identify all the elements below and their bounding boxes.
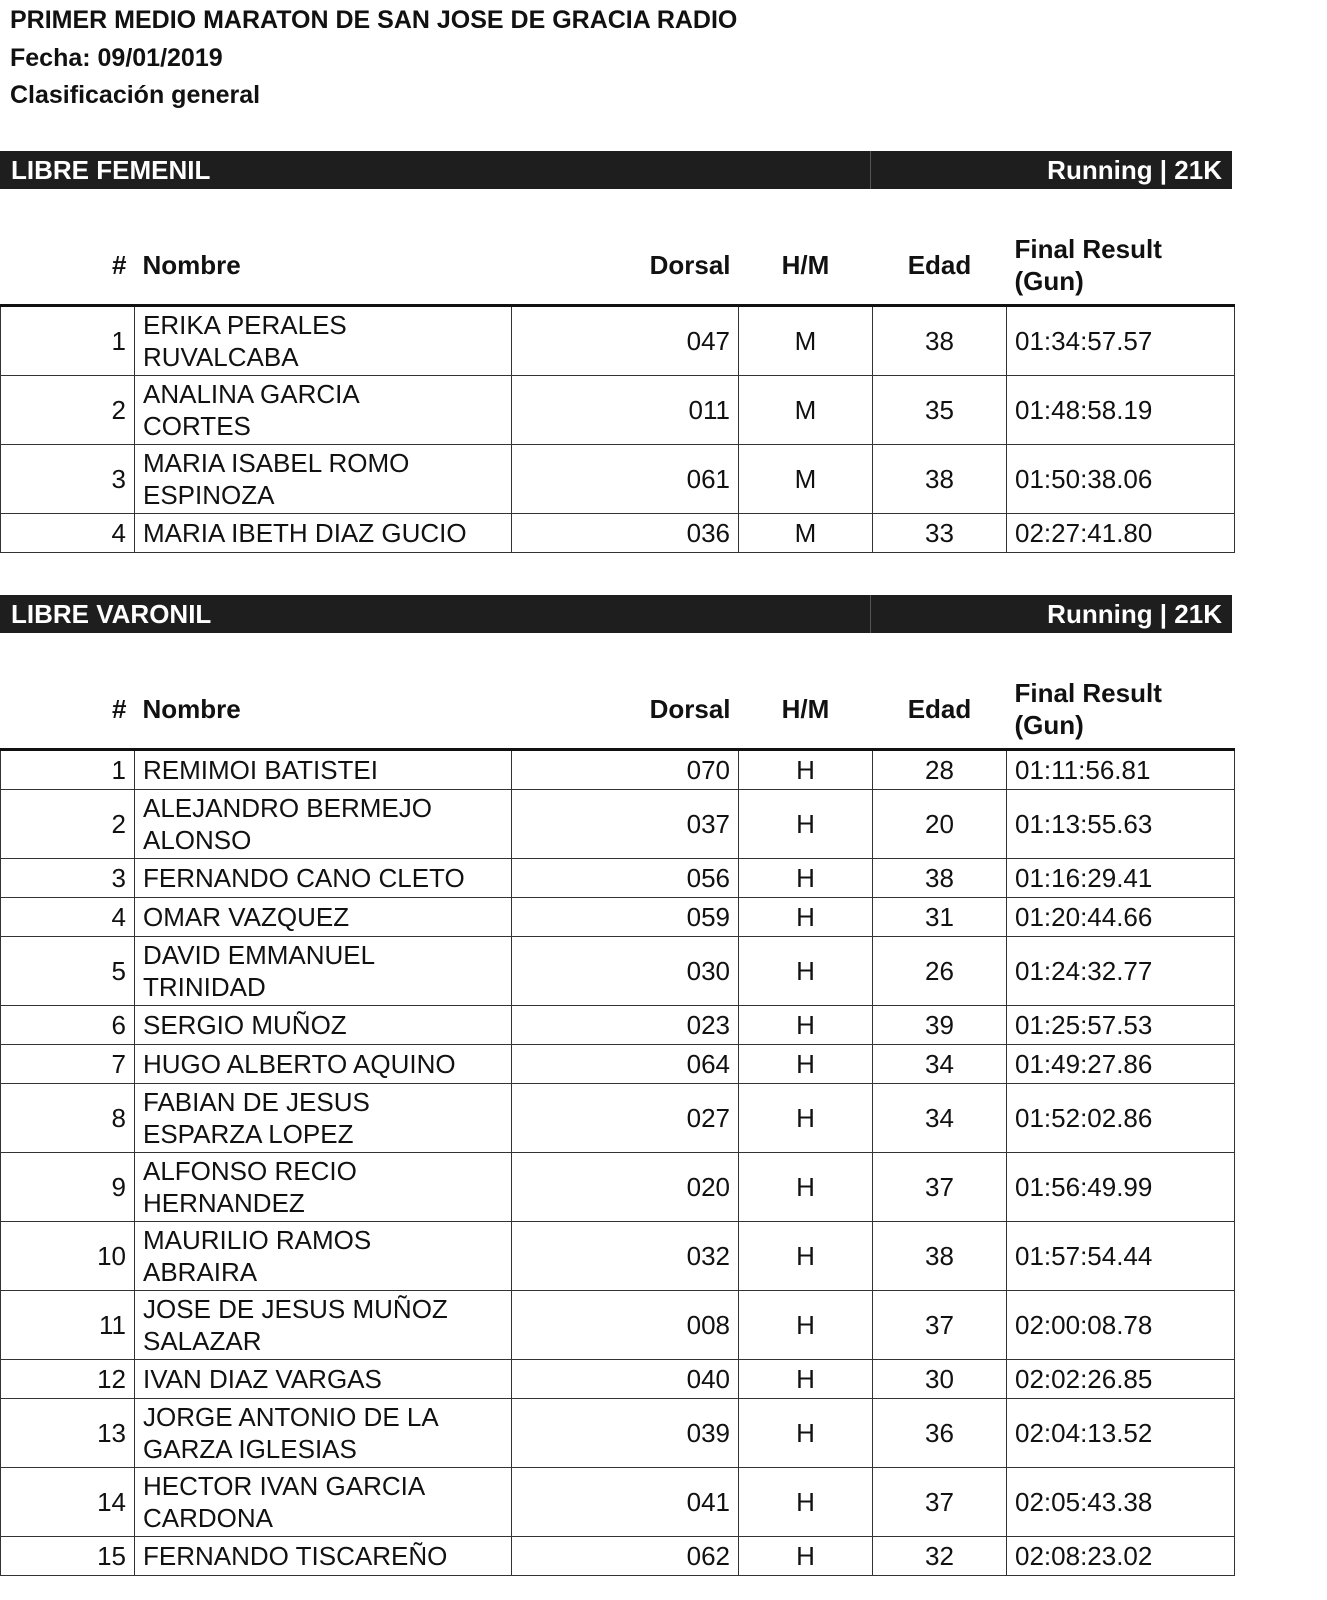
- table-row: [1, 790, 1235, 859]
- col-header-sex: H/M: [739, 670, 873, 750]
- cell-result: 01:56:49.99: [1007, 1153, 1235, 1222]
- table-row: [1, 1153, 1235, 1222]
- cell-age: 38: [873, 445, 1007, 514]
- table-row: [1, 1291, 1235, 1360]
- name-line-2: ESPARZA LOPEZ: [143, 1119, 354, 1149]
- cell-position: 5: [1, 937, 135, 1006]
- cell-age: 31: [873, 898, 1007, 937]
- cell-sex: M: [739, 376, 873, 445]
- table-row: [1, 1537, 1235, 1576]
- name-line-2: ALONSO: [143, 825, 252, 855]
- cell-name: [135, 1222, 512, 1291]
- cell-name: [135, 1006, 512, 1045]
- col-header-result-line1: Final Result: [1014, 234, 1162, 264]
- cell-result: 02:00:08.78: [1007, 1291, 1235, 1360]
- cell-age: 37: [873, 1153, 1007, 1222]
- cell-position: 8: [1, 1084, 135, 1153]
- cell-position: 2: [1, 790, 135, 859]
- cell-name: [135, 1291, 512, 1360]
- table-row: [1, 1222, 1235, 1291]
- name-line-1: OMAR VAZQUEZ: [143, 902, 350, 932]
- name-line-1: HECTOR IVAN GARCIA: [143, 1471, 426, 1501]
- cell-position: 1: [1, 750, 135, 790]
- cell-age: 35: [873, 376, 1007, 445]
- name-line-2: ESPINOZA: [143, 480, 275, 510]
- cell-bib: 039: [512, 1399, 739, 1468]
- cell-result: 01:24:32.77: [1007, 937, 1235, 1006]
- cell-position: 14: [1, 1468, 135, 1537]
- cell-sex: H: [739, 1360, 873, 1399]
- cell-bib: 032: [512, 1222, 739, 1291]
- col-header-pos: #: [1, 226, 135, 306]
- cell-age: 32: [873, 1537, 1007, 1576]
- name-line-2: RUVALCABA: [143, 342, 299, 372]
- name-line-1: FERNANDO TISCAREÑO: [143, 1541, 448, 1571]
- table-row: [1, 1468, 1235, 1537]
- cell-name: [135, 937, 512, 1006]
- col-header-bib: Dorsal: [512, 670, 739, 750]
- name-line-1: MARIA ISABEL ROMO: [143, 448, 410, 478]
- col-header-result: [1007, 670, 1235, 750]
- cell-sex: H: [739, 859, 873, 898]
- cell-sex: H: [739, 1222, 873, 1291]
- name-line-1: MARIA IBETH DIAZ GUCIO: [143, 518, 467, 548]
- col-header-result-line2: (Gun): [1014, 266, 1084, 296]
- cell-bib: 036: [512, 514, 739, 553]
- cell-sex: H: [739, 937, 873, 1006]
- col-header-age: Edad: [873, 226, 1007, 306]
- cell-age: 38: [873, 859, 1007, 898]
- cell-sex: H: [739, 750, 873, 790]
- cell-name: [135, 1084, 512, 1153]
- cell-bib: 047: [512, 306, 739, 376]
- cell-bib: 041: [512, 1468, 739, 1537]
- table-header-row: [1, 670, 1235, 750]
- cell-age: 34: [873, 1045, 1007, 1084]
- col-header-pos: #: [1, 670, 135, 750]
- name-line-1: MAURILIO RAMOS: [143, 1225, 372, 1255]
- table-row: [1, 376, 1235, 445]
- cell-position: 1: [1, 306, 135, 376]
- col-header-sex: H/M: [739, 226, 873, 306]
- cell-sex: H: [739, 1045, 873, 1084]
- cell-position: 13: [1, 1399, 135, 1468]
- cell-bib: 011: [512, 376, 739, 445]
- cell-position: 6: [1, 1006, 135, 1045]
- cell-sex: H: [739, 1399, 873, 1468]
- cell-bib: 062: [512, 1537, 739, 1576]
- table-row: [1, 1399, 1235, 1468]
- cell-result: 02:27:41.80: [1007, 514, 1235, 553]
- cell-age: 39: [873, 1006, 1007, 1045]
- cell-age: 37: [873, 1291, 1007, 1360]
- cell-result: 01:25:57.53: [1007, 1006, 1235, 1045]
- cell-result: 01:57:54.44: [1007, 1222, 1235, 1291]
- document-classification: Clasificación general: [10, 81, 261, 109]
- col-header-age: Edad: [873, 670, 1007, 750]
- cell-bib: 008: [512, 1291, 739, 1360]
- cell-result: 01:49:27.86: [1007, 1045, 1235, 1084]
- cell-age: 26: [873, 937, 1007, 1006]
- cell-sex: M: [739, 306, 873, 376]
- cell-name: [135, 1360, 512, 1399]
- cell-result: 02:04:13.52: [1007, 1399, 1235, 1468]
- cell-bib: 020: [512, 1153, 739, 1222]
- table-row: [1, 898, 1235, 937]
- cell-name: [135, 306, 512, 376]
- cell-bib: 037: [512, 790, 739, 859]
- cell-bib: 040: [512, 1360, 739, 1399]
- cell-bib: 030: [512, 937, 739, 1006]
- table-row: [1, 937, 1235, 1006]
- cell-age: 28: [873, 750, 1007, 790]
- document-header: [10, 2, 737, 115]
- cell-name: [135, 859, 512, 898]
- cell-sex: H: [739, 1537, 873, 1576]
- cell-position: 9: [1, 1153, 135, 1222]
- name-line-2: TRINIDAD: [143, 972, 266, 1002]
- cell-result: 01:50:38.06: [1007, 445, 1235, 514]
- cell-result: 02:02:26.85: [1007, 1360, 1235, 1399]
- cell-age: 33: [873, 514, 1007, 553]
- cell-sex: M: [739, 445, 873, 514]
- cell-name: [135, 445, 512, 514]
- name-line-2: HERNANDEZ: [143, 1188, 305, 1218]
- table-row: [1, 750, 1235, 790]
- section-distance: Running | 21K: [1047, 599, 1222, 629]
- cell-position: 15: [1, 1537, 135, 1576]
- name-line-1: JOSE DE JESUS MUÑOZ: [143, 1294, 448, 1324]
- cell-bib: 056: [512, 859, 739, 898]
- col-header-result-line2: (Gun): [1014, 710, 1084, 740]
- table-row: [1, 1360, 1235, 1399]
- name-line-1: SERGIO MUÑOZ: [143, 1010, 347, 1040]
- cell-age: 38: [873, 1222, 1007, 1291]
- table-row: [1, 1084, 1235, 1153]
- cell-age: 37: [873, 1468, 1007, 1537]
- cell-bib: 023: [512, 1006, 739, 1045]
- cell-sex: H: [739, 1006, 873, 1045]
- cell-name: [135, 1537, 512, 1576]
- cell-result: 01:16:29.41: [1007, 859, 1235, 898]
- name-line-1: DAVID EMMANUEL: [143, 940, 376, 970]
- section-distance: Running | 21K: [1047, 155, 1222, 185]
- cell-age: 38: [873, 306, 1007, 376]
- cell-bib: 064: [512, 1045, 739, 1084]
- name-line-1: HUGO ALBERTO AQUINO: [143, 1049, 456, 1079]
- cell-bib: 061: [512, 445, 739, 514]
- table-row: [1, 514, 1235, 553]
- cell-name: [135, 1468, 512, 1537]
- cell-age: 34: [873, 1084, 1007, 1153]
- cell-name: [135, 790, 512, 859]
- name-line-1: ALEJANDRO BERMEJO: [143, 793, 432, 823]
- cell-result: 01:11:56.81: [1007, 750, 1235, 790]
- table-row: [1, 1006, 1235, 1045]
- cell-name: [135, 1399, 512, 1468]
- name-line-1: FERNANDO CANO CLETO: [143, 863, 465, 893]
- cell-result: 01:52:02.86: [1007, 1084, 1235, 1153]
- cell-position: 10: [1, 1222, 135, 1291]
- table-row: [1, 1045, 1235, 1084]
- cell-result: 02:05:43.38: [1007, 1468, 1235, 1537]
- cell-age: 30: [873, 1360, 1007, 1399]
- cell-result: 01:34:57.57: [1007, 306, 1235, 376]
- cell-age: 36: [873, 1399, 1007, 1468]
- cell-result: 01:48:58.19: [1007, 376, 1235, 445]
- cell-sex: H: [739, 1468, 873, 1537]
- section-bar-femenil: [0, 151, 1232, 189]
- document-date: Fecha: 09/01/2019: [10, 43, 223, 72]
- cell-position: 11: [1, 1291, 135, 1360]
- name-line-1: JORGE ANTONIO DE LA: [143, 1402, 439, 1432]
- cell-sex: H: [739, 1291, 873, 1360]
- cell-name: [135, 1153, 512, 1222]
- cell-result: 02:08:23.02: [1007, 1537, 1235, 1576]
- table-header-row: [1, 226, 1235, 306]
- table-row: [1, 306, 1235, 376]
- results-table-femenil: [0, 226, 1235, 553]
- cell-name: [135, 514, 512, 553]
- cell-sex: H: [739, 790, 873, 859]
- col-header-bib: Dorsal: [512, 226, 739, 306]
- section-category: LIBRE VARONIL: [11, 599, 212, 629]
- name-line-2: SALAZAR: [143, 1326, 262, 1356]
- results-table-varonil: [0, 670, 1235, 1576]
- cell-position: 3: [1, 445, 135, 514]
- name-line-2: CARDONA: [143, 1503, 274, 1533]
- cell-name: [135, 1045, 512, 1084]
- cell-result: 01:20:44.66: [1007, 898, 1235, 937]
- document-title: PRIMER MEDIO MARATON DE SAN JOSE DE GRACIA RADIO: [10, 6, 738, 34]
- cell-name: [135, 898, 512, 937]
- name-line-2: GARZA IGLESIAS: [143, 1434, 357, 1464]
- col-header-name: Nombre: [135, 226, 512, 306]
- cell-position: 2: [1, 376, 135, 445]
- cell-age: 20: [873, 790, 1007, 859]
- cell-sex: M: [739, 514, 873, 553]
- section-bar-varonil: [0, 595, 1232, 633]
- section-divider: [870, 595, 871, 633]
- table-row: [1, 445, 1235, 514]
- cell-name: [135, 750, 512, 790]
- cell-sex: H: [739, 1084, 873, 1153]
- name-line-1: IVAN DIAZ VARGAS: [143, 1364, 382, 1394]
- cell-result: 01:13:55.63: [1007, 790, 1235, 859]
- name-line-1: FABIAN DE JESUS: [143, 1087, 370, 1117]
- name-line-2: CORTES: [143, 411, 251, 441]
- col-header-name: Nombre: [135, 670, 512, 750]
- cell-sex: H: [739, 1153, 873, 1222]
- cell-name: [135, 376, 512, 445]
- cell-position: 4: [1, 898, 135, 937]
- cell-sex: H: [739, 898, 873, 937]
- cell-bib: 027: [512, 1084, 739, 1153]
- table-row: [1, 859, 1235, 898]
- section-divider: [870, 151, 871, 189]
- cell-bib: 070: [512, 750, 739, 790]
- col-header-result-line1: Final Result: [1014, 678, 1162, 708]
- name-line-1: ERIKA PERALES: [143, 310, 347, 340]
- name-line-1: REMIMOI BATISTEI: [143, 755, 378, 785]
- cell-position: 7: [1, 1045, 135, 1084]
- col-header-result: [1007, 226, 1235, 306]
- cell-position: 4: [1, 514, 135, 553]
- name-line-1: ALFONSO RECIO: [143, 1156, 357, 1186]
- name-line-2: ABRAIRA: [143, 1257, 258, 1287]
- cell-position: 3: [1, 859, 135, 898]
- section-category: LIBRE FEMENIL: [11, 155, 211, 185]
- cell-position: 12: [1, 1360, 135, 1399]
- name-line-1: ANALINA GARCIA: [143, 379, 360, 409]
- cell-bib: 059: [512, 898, 739, 937]
